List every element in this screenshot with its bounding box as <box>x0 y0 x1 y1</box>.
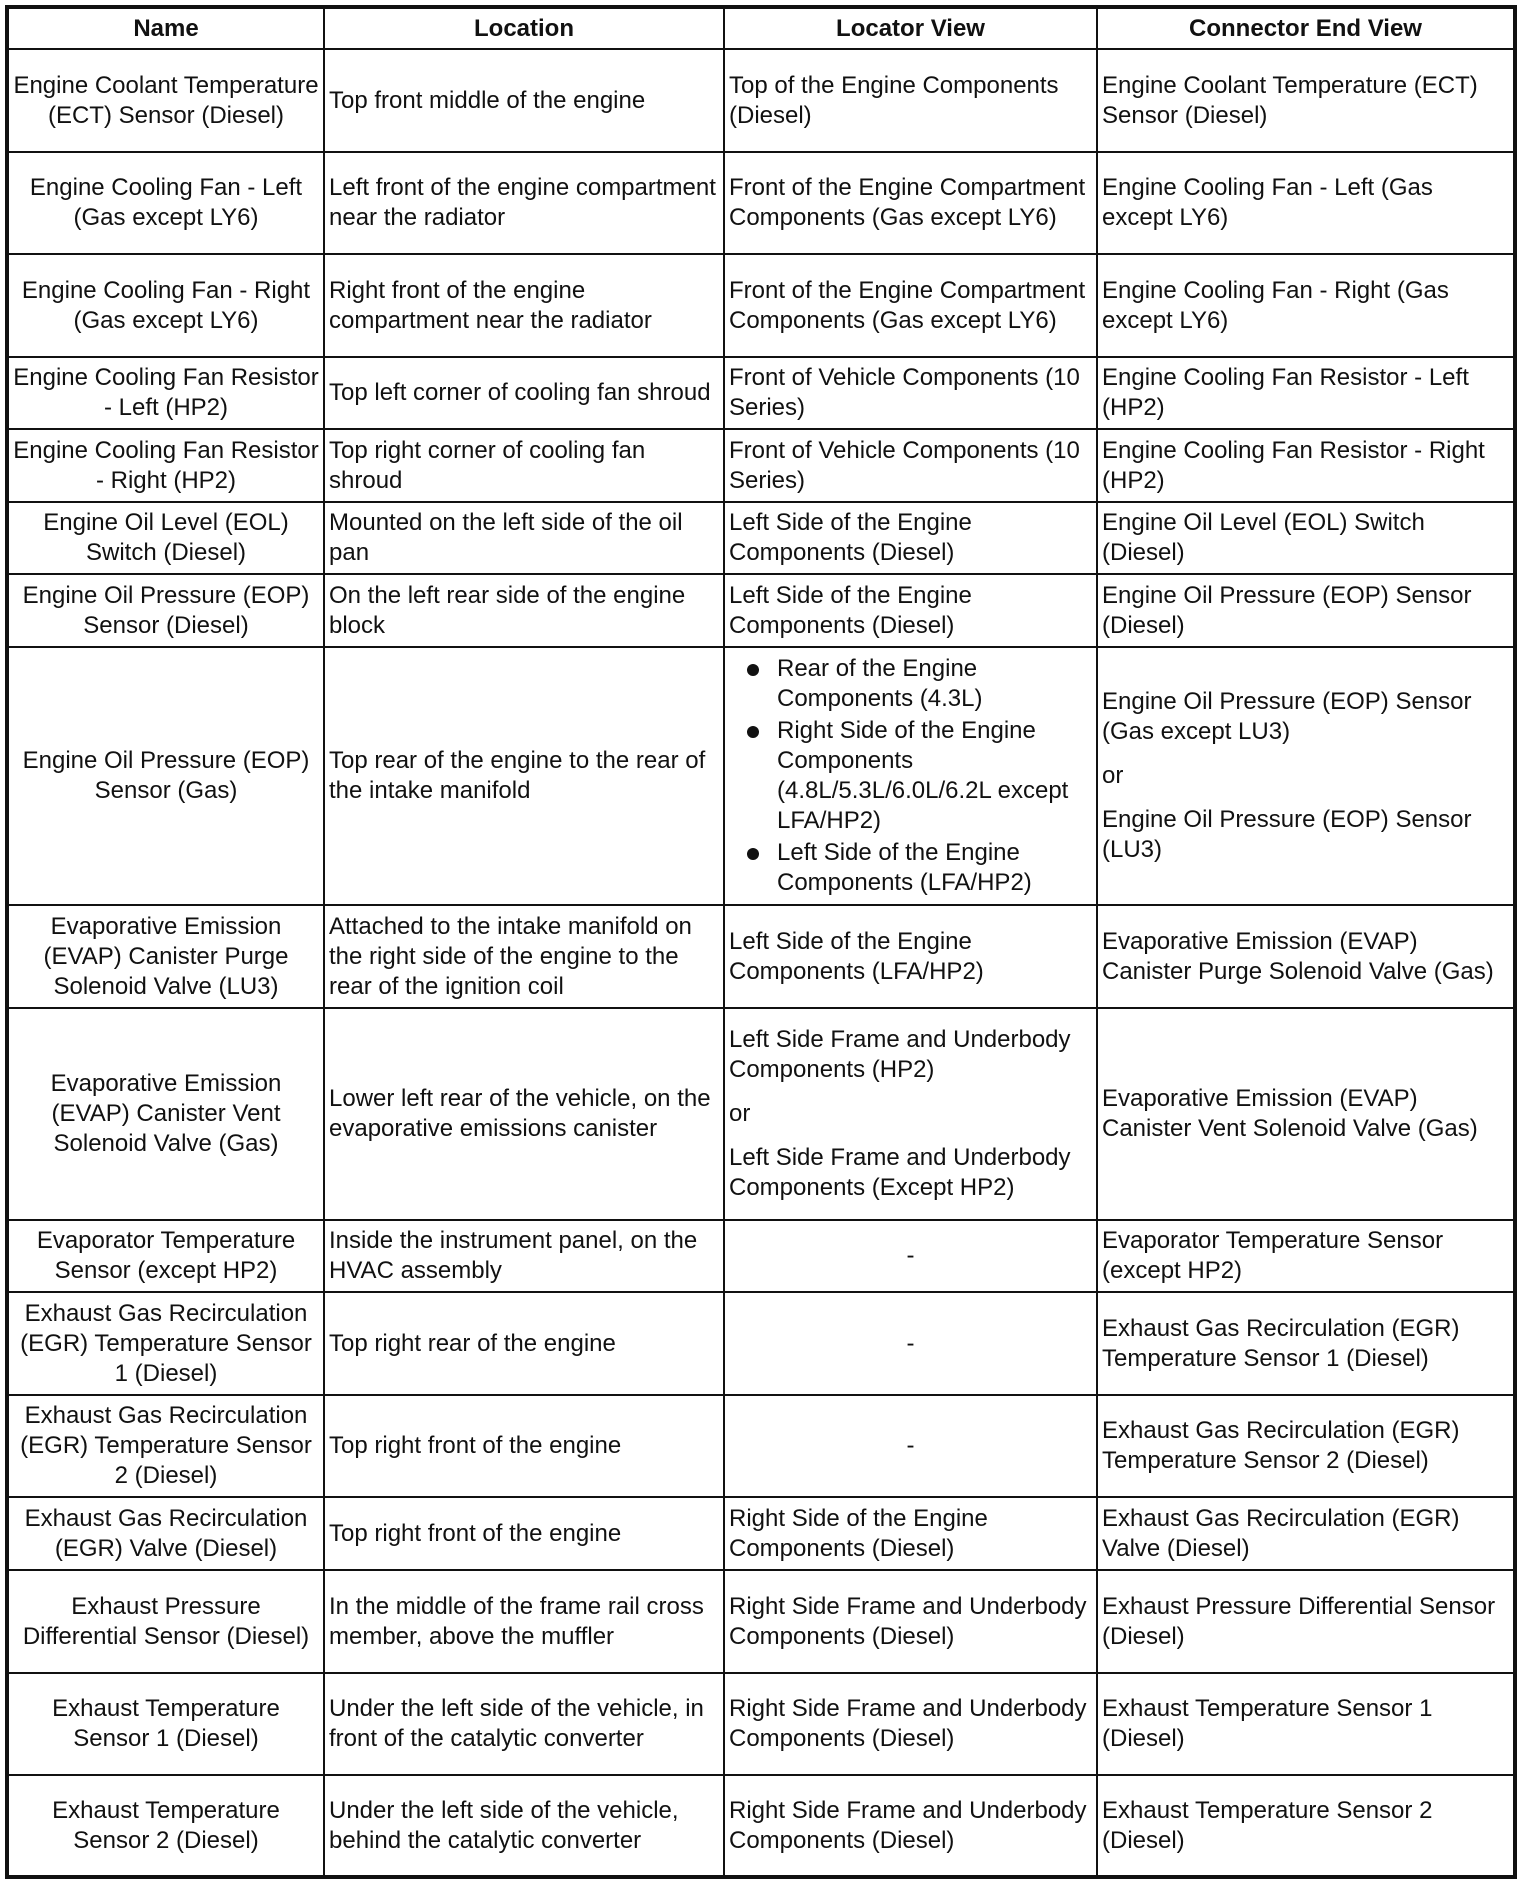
table-row <box>7 574 1515 647</box>
cell-connector-end-view[interactable]: Engine Cooling Fan - Left (Gas except LY6) <box>1097 152 1515 254</box>
cell-location: Left front of the engine compartment near the radiator <box>324 152 724 254</box>
cell-name: Engine Cooling Fan - Right (Gas except LY6) <box>7 254 324 357</box>
cell-name: Engine Oil Pressure (EOP) Sensor (Diesel) <box>7 574 324 647</box>
table-row <box>7 1497 1515 1570</box>
cell-name: Exhaust Gas Recirculation (EGR) Valve (Diesel) <box>7 1497 324 1570</box>
cell-connector-end-view[interactable]: Exhaust Gas Recirculation (EGR) Temperature Sensor 1 (Diesel) <box>1097 1292 1515 1395</box>
cell-locator-view[interactable]: Right Side of the Engine Components (Diesel) <box>724 1497 1097 1570</box>
locator-view-list <box>729 654 1092 898</box>
cell-name: Evaporator Temperature Sensor (except HP2) <box>7 1220 324 1292</box>
cell-connector-end-view[interactable]: Engine Oil Pressure (EOP) Sensor (Diesel) <box>1097 574 1515 647</box>
cell-name: Evaporative Emission (EVAP) Canister Vent Solenoid Valve (Gas) <box>7 1008 324 1220</box>
cell-connector-end-view[interactable]: Exhaust Gas Recirculation (EGR) Valve (Diesel) <box>1097 1497 1515 1570</box>
cell-location: On the left rear side of the engine block <box>324 574 724 647</box>
table-row <box>7 1220 1515 1292</box>
cell-locator-view[interactable]: Right Side Frame and Underbody Components (Diesel) <box>724 1570 1097 1673</box>
table-row <box>7 1008 1515 1220</box>
cell-name: Engine Cooling Fan Resistor - Left (HP2) <box>7 357 324 429</box>
cell-name: Exhaust Temperature Sensor 2 (Diesel) <box>7 1775 324 1877</box>
cell-location: Top right rear of the engine <box>324 1292 724 1395</box>
locator-view-item[interactable]: Right Side of the Engine Components (4.8L/5.3L/6.0L/6.2L except LFA/HP2) <box>777 716 1092 836</box>
table-row <box>7 49 1515 152</box>
locator-view-item[interactable]: Rear of the Engine Components (4.3L) <box>777 654 1092 714</box>
cell-locator-view[interactable]: Front of the Engine Compartment Components (Gas except LY6) <box>724 254 1097 357</box>
cell-connector-end-view[interactable]: Evaporative Emission (EVAP) Canister Vent Solenoid Valve (Gas) <box>1097 1008 1515 1220</box>
cell-locator-view[interactable]: Front of Vehicle Components (10 Series) <box>724 429 1097 502</box>
cell-connector-end-view[interactable]: Exhaust Pressure Differential Sensor (Diesel) <box>1097 1570 1515 1673</box>
cell-location: Top right corner of cooling fan shroud <box>324 429 724 502</box>
component-locator-table <box>5 5 1517 1879</box>
locator-view-item[interactable]: Left Side of the Engine Components (LFA/HP2) <box>777 838 1092 898</box>
table-row <box>7 152 1515 254</box>
cell-location: Top right front of the engine <box>324 1395 724 1497</box>
table-row <box>7 1775 1515 1877</box>
locator-view-link[interactable]: Left Side Frame and Underbody Components (HP2) <box>729 1026 1071 1083</box>
cell-connector-end-view[interactable]: Exhaust Temperature Sensor 1 (Diesel) <box>1097 1673 1515 1775</box>
cell-name: Exhaust Gas Recirculation (EGR) Temperature Sensor 2 (Diesel) <box>7 1395 324 1497</box>
table-row <box>7 1570 1515 1673</box>
table-row <box>7 1395 1515 1497</box>
cell-locator-view[interactable]: Front of Vehicle Components (10 Series) <box>724 357 1097 429</box>
cell-locator-view[interactable]: Right Side Frame and Underbody Components (Diesel) <box>724 1673 1097 1775</box>
cell-locator-view: - <box>724 1220 1097 1292</box>
cell-locator-view[interactable]: Left Side of the Engine Components (Diesel) <box>724 502 1097 574</box>
cell-locator-view: - <box>724 1292 1097 1395</box>
header-locator-view: Locator View <box>724 7 1097 49</box>
cell-connector-end-view[interactable]: Exhaust Temperature Sensor 2 (Diesel) <box>1097 1775 1515 1877</box>
table-row <box>7 1292 1515 1395</box>
connector-view-link[interactable]: Engine Oil Pressure (EOP) Sensor (LU3) <box>1102 806 1472 863</box>
cell-locator-view[interactable]: Left Side of the Engine Components (LFA/HP2) <box>724 905 1097 1008</box>
cell-connector-end-view[interactable]: Engine Cooling Fan - Right (Gas except LY6) <box>1097 254 1515 357</box>
or-separator: or <box>1102 762 1124 789</box>
cell-location: Mounted on the left side of the oil pan <box>324 502 724 574</box>
cell-location: Top front middle of the engine <box>324 49 724 152</box>
cell-connector-end-view[interactable]: Engine Cooling Fan Resistor - Left (HP2) <box>1097 357 1515 429</box>
header-connector-end-view: Connector End View <box>1097 7 1515 49</box>
component-locator-document <box>5 5 1513 1877</box>
cell-locator-view: - <box>724 1395 1097 1497</box>
connector-view-link[interactable]: Engine Oil Pressure (EOP) Sensor (Gas except LU3) <box>1102 688 1472 745</box>
cell-location: In the middle of the frame rail cross member, above the muffler <box>324 1570 724 1673</box>
cell-name: Engine Cooling Fan - Left (Gas except LY6) <box>7 152 324 254</box>
cell-locator-view <box>724 1008 1097 1220</box>
table-row <box>7 502 1515 574</box>
header-location: Location <box>324 7 724 49</box>
cell-location: Lower left rear of the vehicle, on the evaporative emissions canister <box>324 1008 724 1220</box>
cell-connector-end-view[interactable]: Engine Oil Level (EOL) Switch (Diesel) <box>1097 502 1515 574</box>
table-row <box>7 254 1515 357</box>
cell-name: Evaporative Emission (EVAP) Canister Purge Solenoid Valve (LU3) <box>7 905 324 1008</box>
cell-locator-view[interactable]: Front of the Engine Compartment Components (Gas except LY6) <box>724 152 1097 254</box>
cell-locator-view <box>724 647 1097 905</box>
locator-view-link[interactable]: Left Side Frame and Underbody Components (Except HP2) <box>729 1144 1071 1201</box>
cell-name: Exhaust Temperature Sensor 1 (Diesel) <box>7 1673 324 1775</box>
table-row <box>7 647 1515 905</box>
table-row <box>7 1673 1515 1775</box>
table-row <box>7 905 1515 1008</box>
cell-locator-view[interactable]: Top of the Engine Components (Diesel) <box>724 49 1097 152</box>
header-name: Name <box>7 7 324 49</box>
cell-location: Right front of the engine compartment near the radiator <box>324 254 724 357</box>
cell-connector-end-view[interactable]: Engine Coolant Temperature (ECT) Sensor (Diesel) <box>1097 49 1515 152</box>
cell-name: Engine Oil Level (EOL) Switch (Diesel) <box>7 502 324 574</box>
cell-connector-end-view <box>1097 647 1515 905</box>
cell-location: Under the left side of the vehicle, behind the catalytic converter <box>324 1775 724 1877</box>
cell-location: Top right front of the engine <box>324 1497 724 1570</box>
cell-name: Engine Cooling Fan Resistor - Right (HP2) <box>7 429 324 502</box>
cell-location: Inside the instrument panel, on the HVAC assembly <box>324 1220 724 1292</box>
cell-location: Under the left side of the vehicle, in front of the catalytic converter <box>324 1673 724 1775</box>
cell-location: Top rear of the engine to the rear of the intake manifold <box>324 647 724 905</box>
cell-name: Exhaust Pressure Differential Sensor (Diesel) <box>7 1570 324 1673</box>
cell-name: Engine Coolant Temperature (ECT) Sensor (Diesel) <box>7 49 324 152</box>
cell-connector-end-view[interactable]: Evaporative Emission (EVAP) Canister Purge Solenoid Valve (Gas) <box>1097 905 1515 1008</box>
table-row <box>7 357 1515 429</box>
cell-name: Exhaust Gas Recirculation (EGR) Temperature Sensor 1 (Diesel) <box>7 1292 324 1395</box>
cell-location: Attached to the intake manifold on the right side of the engine to the rear of the ignition coil <box>324 905 724 1008</box>
cell-connector-end-view[interactable]: Engine Cooling Fan Resistor - Right (HP2) <box>1097 429 1515 502</box>
cell-connector-end-view[interactable]: Evaporator Temperature Sensor (except HP2) <box>1097 1220 1515 1292</box>
header-row <box>7 7 1515 49</box>
or-separator: or <box>729 1100 751 1127</box>
cell-locator-view[interactable]: Left Side of the Engine Components (Diesel) <box>724 574 1097 647</box>
cell-connector-end-view[interactable]: Exhaust Gas Recirculation (EGR) Temperature Sensor 2 (Diesel) <box>1097 1395 1515 1497</box>
cell-location: Top left corner of cooling fan shroud <box>324 357 724 429</box>
cell-name: Engine Oil Pressure (EOP) Sensor (Gas) <box>7 647 324 905</box>
table-row <box>7 429 1515 502</box>
cell-locator-view[interactable]: Right Side Frame and Underbody Components (Diesel) <box>724 1775 1097 1877</box>
